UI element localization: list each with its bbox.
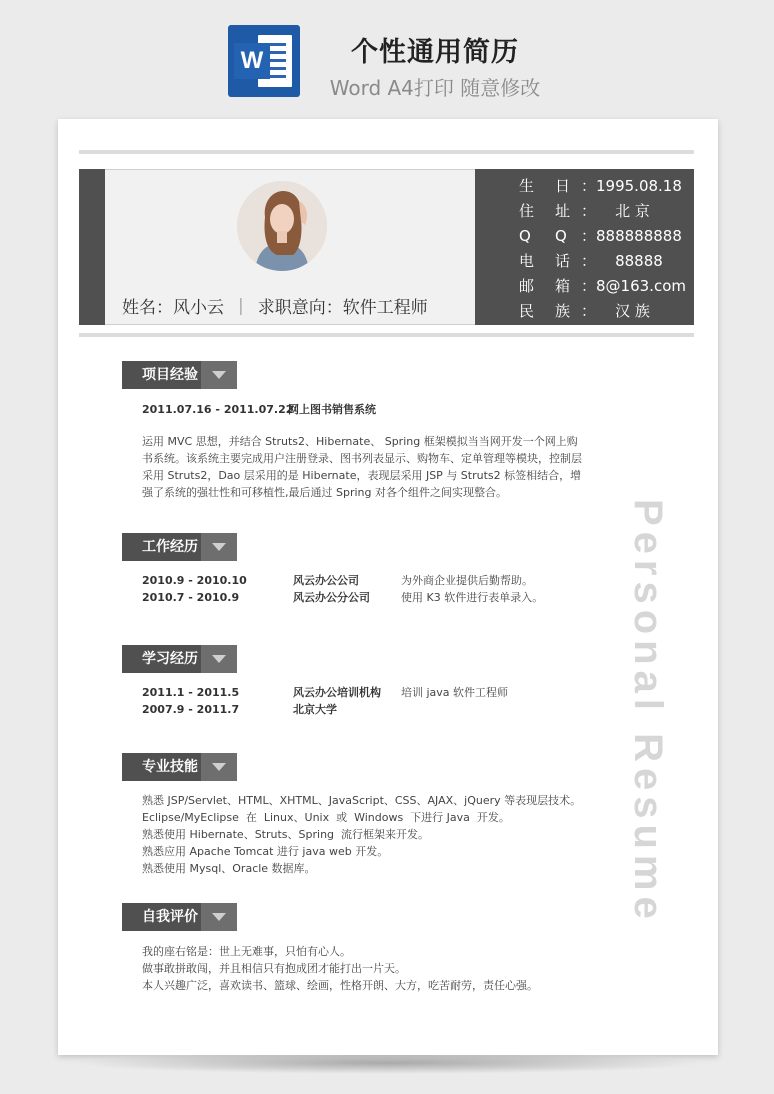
- name-intent-row: [122, 293, 428, 318]
- work-date: 2010.9 - 2010.10: [142, 574, 247, 587]
- profile-photo: [237, 181, 327, 271]
- banner-subtitle: Word A4打印 随意修改: [329, 76, 541, 100]
- chevron-down-icon: [201, 361, 237, 389]
- resume-page: [58, 119, 718, 1055]
- info-qq: Q Q ：888888888: [519, 227, 682, 245]
- skill-line: 熟悉应用 Apache Tomcat 进行 java web 开发。: [142, 845, 389, 858]
- word-icon: [228, 25, 300, 97]
- chevron-down-icon: [201, 645, 237, 673]
- work-date: 2010.7 - 2010.9: [142, 591, 240, 604]
- education-description: 培训 java 软件工程师: [401, 686, 509, 699]
- section-title-skills: 专业技能: [122, 753, 237, 781]
- personal-resume-watermark: Personal Resume: [626, 499, 670, 925]
- divider: [79, 333, 694, 337]
- skill-line: 熟悉 JSP/Servlet、HTML、XHTML、JavaScript、CSS、AJAX、jQuery 等表现层技术。: [142, 794, 582, 807]
- skill-line: 熟悉使用 Mysql、Oracle 数据库。: [142, 862, 316, 875]
- skill-line: 熟悉使用 Hibernate、Struts、Spring 流行框架来开发。: [142, 828, 430, 841]
- skill-line: Eclipse/MyEclipse 在 Linux、Unix 或 Windows 下进行 Java 开发。: [142, 811, 510, 824]
- info-birthday: 生 日 ：1995.08.18: [519, 177, 682, 195]
- banner-title: 个性通用简历: [351, 37, 519, 68]
- project-description: 运用 MVC 思想，并结合 Struts2、Hibernate、 Spring 框架模拟当当网开发一个网上购书系统。该系统主要完成用户注册登录、图书列表显示、购物车、定单管理等模块，控制层采用 Struts2，Dao 层采用的是 Hibernate，表现层采用 JSP 与 Struts2 标签相结合，增强了系统的强壮性和可移植性,最后通过 Spring 对各个组件之间实现整合。: [142, 435, 582, 499]
- chevron-down-icon: [201, 753, 237, 781]
- section-title-work: 工作经历: [122, 533, 237, 561]
- info-ethnicity: 民 族 ： 汉 族: [519, 302, 650, 320]
- work-company: 风云办公分公司: [293, 591, 370, 604]
- project-date: 2011.07.16 - 2011.07.22: [142, 403, 294, 416]
- self-evaluation-line: 本人兴趣广泛，喜欢读书、篮球、绘画，性格开朗、大方，吃苦耐劳，责任心强。: [142, 979, 538, 992]
- chevron-down-icon: [201, 533, 237, 561]
- work-description: 使用 K3 软件进行表单录入。: [401, 591, 544, 604]
- info-email: 邮 箱 ：8@163.com: [519, 277, 686, 295]
- self-evaluation-line: 我的座右铭是：世上无难事，只怕有心人。: [142, 945, 351, 958]
- work-description: 为外商企业提供后勤帮助。: [401, 574, 533, 587]
- banner: [0, 0, 774, 110]
- info-address: 住 址 ： 北 京: [519, 202, 650, 220]
- work-company: 风云办公公司: [293, 574, 359, 587]
- name-separator: |: [238, 295, 244, 316]
- project-name: 网上图书销售系统: [288, 403, 376, 416]
- section-title-self-evaluation: 自我评价: [122, 903, 237, 931]
- header-left-bar: [79, 169, 105, 325]
- education-date: 2007.9 - 2011.7: [142, 703, 240, 716]
- section-title-project: 项目经验: [122, 361, 237, 389]
- name-label: 姓名：风小云: [122, 298, 224, 318]
- profile-photo-icon: [237, 181, 327, 271]
- job-intent-label: 求职意向：软件工程师: [257, 298, 428, 318]
- education-school: 北京大学: [293, 703, 337, 716]
- education-date: 2011.1 - 2011.5: [142, 686, 240, 699]
- self-evaluation-line: 做事敢拼敢闯，并且相信只有抱成团才能打出一片天。: [142, 962, 406, 975]
- divider: [79, 150, 694, 154]
- word-logo-letter: W: [234, 43, 270, 79]
- chevron-down-icon: [201, 903, 237, 931]
- section-title-education: 学习经历: [122, 645, 237, 673]
- education-school: 风云办公培训机构: [293, 686, 381, 699]
- info-phone: 电 话 ： 88888: [519, 252, 663, 270]
